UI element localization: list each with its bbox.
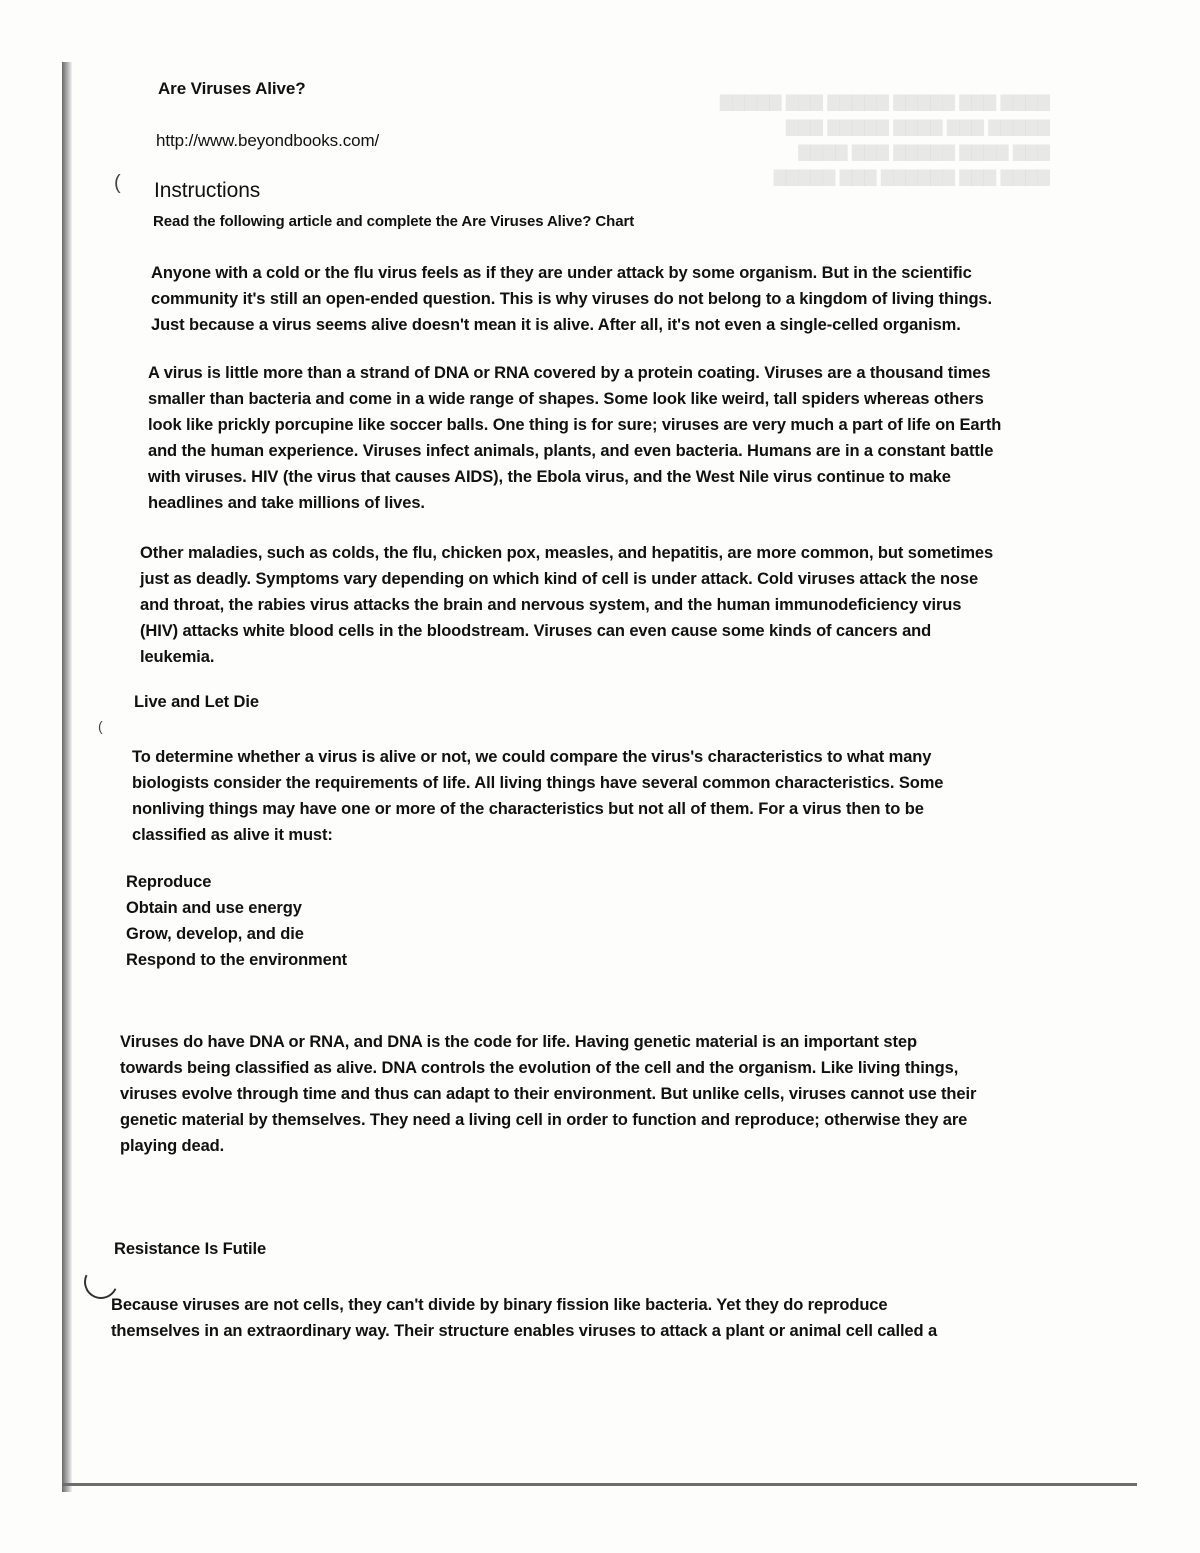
paragraph-line: playing dead. bbox=[120, 1137, 225, 1155]
paragraph-line: headlines and take millions of lives. bbox=[148, 494, 425, 512]
paragraph-line: Other maladies, such as colds, the flu, chicken pox, measles, and hepatitis, are more common, but sometimes bbox=[140, 544, 994, 562]
paragraph-line: community it's still an open-ended question. This is why viruses do not belong to a kingdom of living things. bbox=[151, 290, 992, 308]
paragraph-intro bbox=[151, 260, 992, 338]
paragraph-line: Just because a virus seems alive doesn't mean it is alive. After all, it's not even a single-celled organism. bbox=[151, 316, 961, 334]
paragraph-virus-structure bbox=[148, 360, 1001, 516]
paragraph-line: (HIV) attacks white blood cells in the bloodstream. Viruses can even cause some kinds of cancers and bbox=[140, 622, 932, 640]
paragraph-maladies bbox=[140, 540, 993, 670]
paragraph-line: classified as alive it must: bbox=[132, 826, 333, 844]
paragraph-line: nonliving things may have one or more of the characteristics but not all of them. For a virus then to be bbox=[132, 800, 924, 818]
paragraph-line: A virus is little more than a strand of DNA or RNA covered by a protein coating. Viruses are a thousand times bbox=[148, 364, 991, 382]
paragraph-line: To determine whether a virus is alive or not, we could compare the virus's characteristics to what many bbox=[132, 748, 932, 766]
paragraph-line: and throat, the rabies virus attacks the brain and nervous system, and the human immunodeficiency virus bbox=[140, 596, 962, 614]
list-item: Respond to the environment bbox=[126, 951, 348, 969]
paragraph-line: Because viruses are not cells, they can't divide by binary fission like bacteria. Yet they do reproduce bbox=[111, 1296, 888, 1314]
paragraph-line: biologists consider the requirements of life. All living things have several common characteristics. Some bbox=[132, 774, 944, 792]
bleed-through-texture: ▇▇▇▇ ▇▇▇ ▇▇▇▇▇ ▇▇▇▇▇ ▇▇▇ ▇▇▇▇▇ ▇▇▇▇▇ ▇▇▇ ▇▇▇▇ ▇▇▇▇▇ ▇▇▇ ▇▇▇ ▇▇▇▇ ▇▇▇▇▇ ▇▇▇ ▇▇▇▇ ▇▇▇▇ ▇▇▇ ▇▇▇▇▇▇ ▇▇▇ ▇▇▇▇▇ bbox=[720, 94, 1050, 186]
paragraph-line: viruses evolve through time and thus can adapt to their environment. But unlike cells, viruses cannot use their bbox=[120, 1085, 977, 1103]
paragraph-line: and the human experience. Viruses infect animals, plants, and even bacteria. Humans are in a constant battle bbox=[148, 442, 994, 460]
paragraph-line: genetic material by themselves. They need a living cell in order to function and reproduce; otherwise they are bbox=[120, 1111, 968, 1129]
binding-edge-shadow bbox=[62, 62, 72, 1492]
paragraph-line: themselves in an extraordinary way. Their structure enables viruses to attack a plant or animal cell called a bbox=[111, 1322, 938, 1340]
paragraph-line: Viruses do have DNA or RNA, and DNA is the code for life. Having genetic material is an important step bbox=[120, 1033, 917, 1051]
instructions-heading: Instructions bbox=[154, 179, 261, 202]
paragraph-dna bbox=[120, 1029, 976, 1159]
paragraph-line: leukemia. bbox=[140, 648, 215, 666]
paragraph-line: look like prickly porcupine like soccer balls. One thing is for sure; viruses are very much a part of life on Earth bbox=[148, 416, 1002, 434]
list-item: Reproduce bbox=[126, 873, 212, 891]
source-url: http://www.beyondbooks.com/ bbox=[156, 131, 380, 150]
pen-mark-top: ( bbox=[114, 172, 121, 194]
section-heading-resistance-is-futile: Resistance Is Futile bbox=[114, 1240, 267, 1258]
instructions-text: Read the following article and complete the Are Viruses Alive? Chart bbox=[153, 213, 635, 230]
pen-mark-middle: ( bbox=[98, 718, 103, 734]
requirements-list bbox=[126, 869, 347, 973]
paragraph-reproduction bbox=[111, 1292, 937, 1344]
paragraph-line: smaller than bacteria and come in a wide range of shapes. Some look like weird, tall spiders whereas others bbox=[148, 390, 984, 408]
document-title: Are Viruses Alive? bbox=[158, 79, 306, 98]
list-item: Grow, develop, and die bbox=[126, 925, 304, 943]
paragraph-line: Anyone with a cold or the flu virus feels as if they are under attack by some organism. But in the scientific bbox=[151, 264, 972, 282]
section-heading-live-and-let-die: Live and Let Die bbox=[134, 693, 259, 711]
page-bottom-edge bbox=[62, 1483, 1137, 1486]
paragraph-line: towards being classified as alive. DNA controls the evolution of the cell and the organism. Like living things, bbox=[120, 1059, 959, 1077]
paragraph-line: with viruses. HIV (the virus that causes AIDS), the Ebola virus, and the West Nile virus continue to make bbox=[148, 468, 951, 486]
list-item: Obtain and use energy bbox=[126, 899, 302, 917]
paragraph-line: just as deadly. Symptoms vary depending on which kind of cell is under attack. Cold viruses attack the nose bbox=[140, 570, 979, 588]
paragraph-requirements-of-life bbox=[132, 744, 943, 848]
